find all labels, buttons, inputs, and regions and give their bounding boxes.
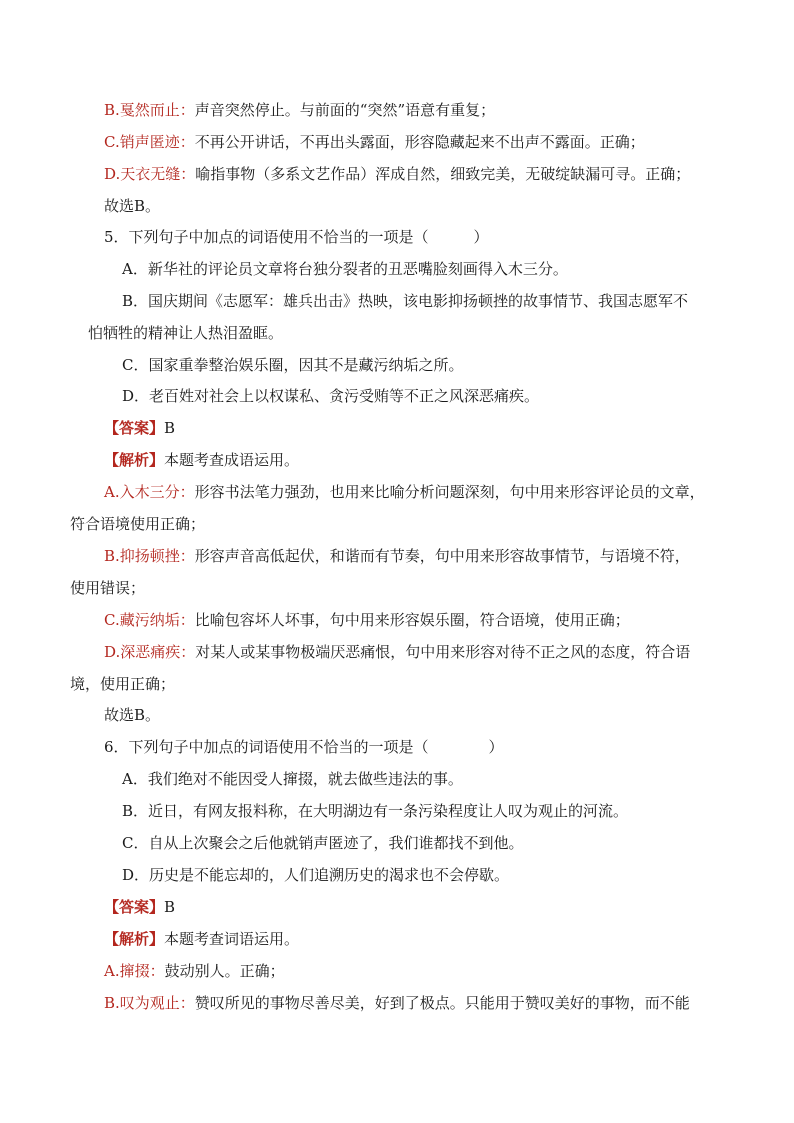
- q5-explain-a-line1: [104, 482, 705, 502]
- q5-option-b-line1: B．国庆期间《志愿军：雄兵出击》热映，该电影抑扬顿挫的故事情节、我国志愿军不: [122, 292, 689, 310]
- term-label: C.藏污纳垢：: [104, 611, 195, 629]
- term-text: 比喻包容坏人坏事，句中用来形容娱乐圈，符合语境，使用正确；: [194, 611, 630, 629]
- term-label: A.入木三分：: [104, 483, 195, 501]
- q6-option-c: C．自从上次聚会之后他就销声匿迹了，我们谁都找不到他。: [122, 834, 524, 852]
- q5-option-a: A．新华社的评论员文章将台独分裂者的丑恶嘴脸刻画得入木三分。: [122, 260, 568, 278]
- term-label: D.天衣无缝：: [104, 165, 196, 183]
- analysis-text: 本题考查成语运用。: [164, 451, 300, 469]
- q5-explain-d-line2: 境，使用正确；: [70, 675, 176, 693]
- term-text: 对某人或某事物极端厌恶痛恨，句中用来形容对待不正之风的态度，符合语: [195, 643, 691, 661]
- q5-explain-c: [104, 610, 630, 630]
- analysis-tag: 【解析】: [104, 451, 165, 469]
- term-label: D.深恶痛疾：: [104, 643, 196, 661]
- term-label: A.撺掇：: [104, 962, 165, 980]
- q6-answer: [104, 897, 175, 917]
- term-label: B.叹为观止：: [104, 994, 195, 1012]
- prev-option-d: [104, 164, 690, 184]
- term-text: 不再公开讲话，不再出头露面，形容隐藏起来不出声不露面。正确；: [194, 133, 645, 151]
- answer-tag: 【答案】: [104, 419, 165, 437]
- answer-value: B: [164, 419, 176, 437]
- answer-value: B: [164, 898, 176, 916]
- q6-explain-b: [104, 993, 690, 1013]
- q5-explain-b-line1: [104, 546, 690, 566]
- term-text: 赞叹所见的事物尽善尽美，好到了极点。只能用于赞叹美好的事物，而不能: [194, 994, 690, 1012]
- term-text: 声音突然停止。与前面的“突然”语意有重复；: [194, 101, 496, 119]
- term-label: B.抑扬顿挫：: [104, 547, 195, 565]
- analysis-tag: 【解析】: [104, 930, 165, 948]
- q5-option-b-line2: 怕牺牲的精神让人热泪盈眶。: [88, 324, 284, 342]
- q5-explain-a-line2: 符合语境使用正确；: [70, 515, 206, 533]
- prev-option-b: [104, 100, 495, 120]
- q6-stem: 6．下列句子中加点的词语使用不恰当的一项是（ ）: [104, 738, 504, 756]
- term-text: 喻指事物（多系文艺作品）浑成自然，细致完美，无破绽缺漏可寻。正确；: [195, 165, 691, 183]
- term-label: C.销声匿迹：: [104, 133, 195, 151]
- q5-option-c: C．国家重拳整治娱乐圈，因其不是藏污纳垢之所。: [122, 356, 464, 374]
- term-text: 形容声音高低起伏，和谐而有节奏，句中用来形容故事情节，与语境不符，: [194, 547, 690, 565]
- q5-explain-d-line1: [104, 642, 690, 662]
- q6-option-b: B．近日，有网友报料称，在大明湖边有一条污染程度让人叹为观止的河流。: [122, 802, 629, 820]
- analysis-text: 本题考查词语运用。: [164, 930, 300, 948]
- prev-choose: 故选B。: [104, 197, 161, 215]
- q5-analysis: [104, 450, 299, 470]
- term-text: 形容书法笔力强劲，也用来比喻分析问题深刻，句中用来形容评论员的文章，: [194, 483, 705, 501]
- q6-explain-a: [104, 961, 285, 981]
- q5-choose: 故选B。: [104, 706, 161, 724]
- q5-option-d: D．老百姓对社会上以权谋私、贪污受贿等不正之风深恶痛疾。: [122, 387, 540, 405]
- q6-analysis: [104, 929, 299, 949]
- q6-option-d: D．历史是不能忘却的，人们追溯历史的渴求也不会停歇。: [122, 866, 510, 884]
- answer-tag: 【答案】: [104, 898, 165, 916]
- term-text: 鼓动别人。正确；: [164, 962, 285, 980]
- q6-option-a: A．我们绝对不能因受人撺掇，就去做些违法的事。: [122, 770, 463, 788]
- prev-option-c: [104, 132, 645, 152]
- term-label: B.戛然而止：: [104, 101, 195, 119]
- q5-stem: 5．下列句子中加点的词语使用不恰当的一项是（ ）: [104, 228, 489, 246]
- q5-answer: [104, 418, 175, 438]
- q5-explain-b-line2: 使用错误；: [70, 579, 146, 597]
